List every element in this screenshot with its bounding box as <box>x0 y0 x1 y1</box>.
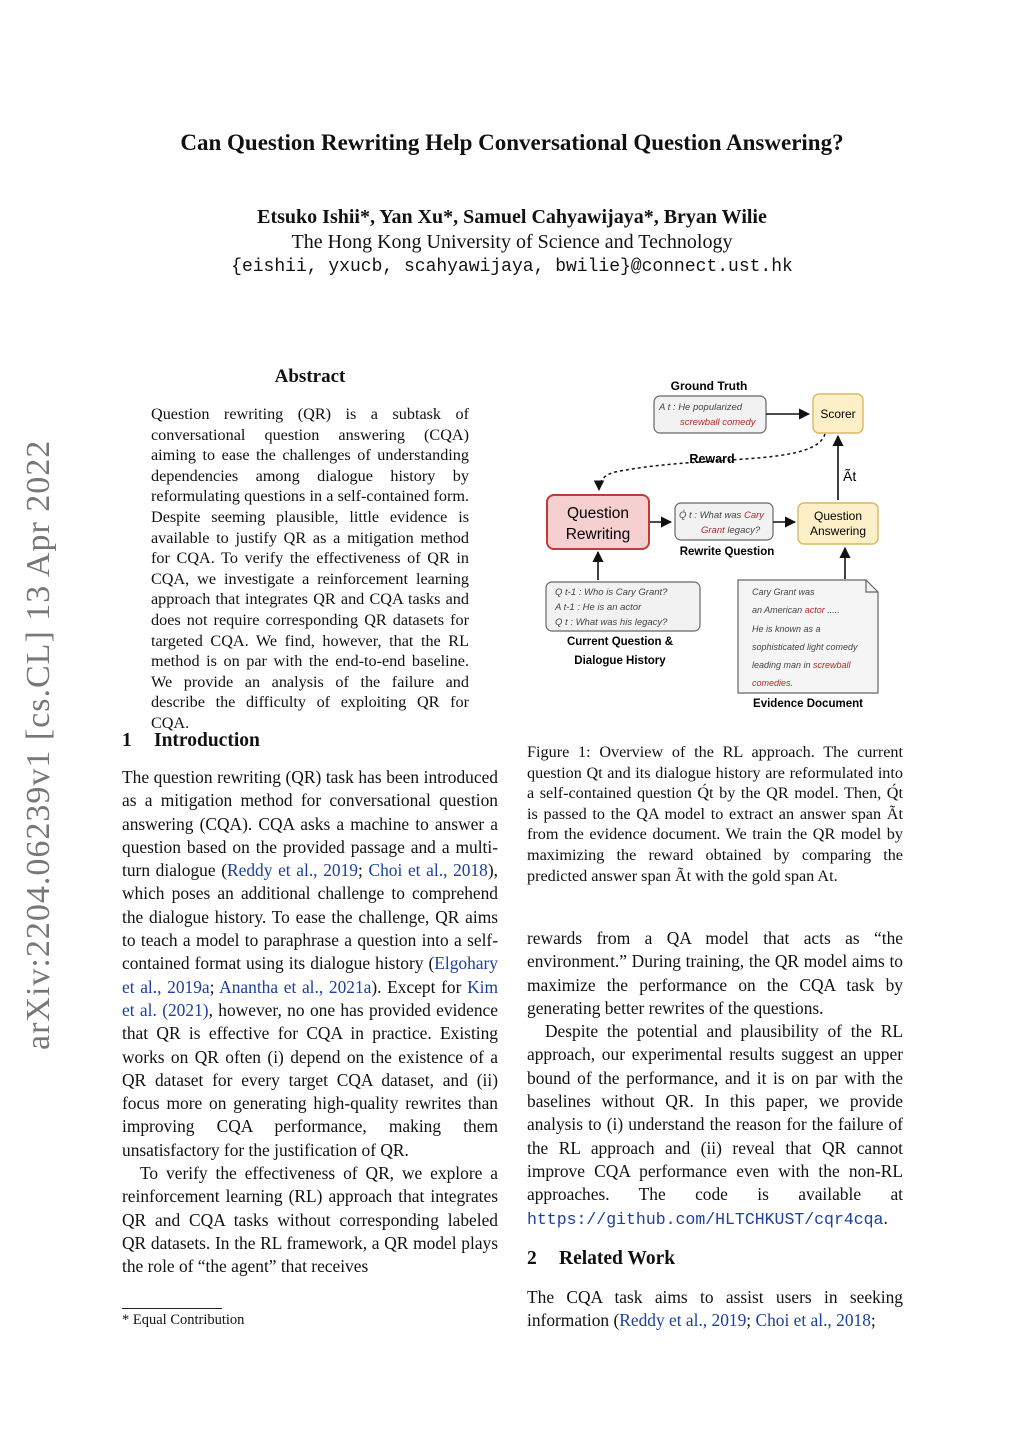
reward-label: Reward <box>689 452 735 466</box>
text-run: The CQA task aims to assist users in seeking information ( <box>527 1287 903 1331</box>
gt-text: He popularized <box>678 402 743 413</box>
qa-label-line-1: Question <box>813 509 863 523</box>
doc-line-6: comedies. <box>752 678 794 688</box>
qr-label-line-1: Question <box>566 505 630 522</box>
text-run: , however, no one has provided evidence that QR is effective for CQA in practice. Existing works on QR often (i) depend on the existence of a QR dataset for every target CQA dataset, and (ii) focus more on generating high-quality rewrites than improving CQA performance, making them unsatisfactory for the justification of QR. <box>122 999 498 1160</box>
doc-line-2 <box>752 605 840 615</box>
related-paragraph-1 <box>527 1286 903 1333</box>
predicted-answer-symbol: Ãt <box>843 468 857 484</box>
text-run: ; <box>209 976 220 997</box>
citation-link[interactable]: Choi et al., 2018 <box>755 1310 871 1331</box>
figure-caption: Figure 1: Overview of the RL approach. The current question Qt and its dialogue history are reformulated into a self-contained question Q́t by the QR model. Then, Q́t is passed to the QA model to extract an answer span Ãt from the evidence document. We train the QR model by maximizing the reward obtained by comparing the predicted answer span Ãt with the gold span At. <box>527 743 903 885</box>
citation-link[interactable]: Kim et al. (2021) <box>122 976 498 1020</box>
scorer-label: Scorer <box>820 407 856 421</box>
rw-text-2: legacy? <box>724 525 761 536</box>
affiliation: The Hong Kong University of Science and Technology <box>291 231 733 253</box>
text-run: . <box>883 1207 888 1228</box>
qa-label-line-2: Answering <box>809 524 867 538</box>
rewrite-question-label: Rewrite Question <box>679 546 775 558</box>
history-line-2 <box>554 602 642 613</box>
history-key: Q t <box>555 617 568 628</box>
section-number: 2 <box>527 1248 537 1269</box>
doc-line-4: sophisticated light comedy <box>752 642 858 652</box>
doc-line-5 <box>752 660 852 670</box>
citation-link[interactable]: Choi et al., 2018 <box>368 860 488 881</box>
doc-line-1: Cary Grant was <box>752 587 815 597</box>
footnote: * Equal Contribution <box>122 1312 245 1328</box>
citation-link[interactable]: Elgohary et al., 2019a <box>122 953 498 997</box>
history-label-line-2: Dialogue History <box>574 655 666 667</box>
footnote-divider <box>122 1308 222 1309</box>
history-value: : What was his legacy? <box>570 617 668 628</box>
doc-text: leading man in <box>752 660 814 670</box>
text-run: The question rewriting (QR) task has been introduced as a mitigation method for conversational question answering (CQA). CQA asks a machine to answer a question based on the provided passage and a multi-turn dialogue ( <box>122 767 498 881</box>
rewrite-line-1 <box>679 509 765 521</box>
section-title: Related Work <box>559 1248 676 1269</box>
rw-prefix: Q́ t : <box>679 510 700 521</box>
intro-body <box>122 766 498 1279</box>
doc-text: ..... <box>824 605 840 615</box>
history-key: A t-1 <box>555 602 575 613</box>
doc-highlight: actor <box>804 605 825 615</box>
abstract-heading: Abstract <box>274 366 346 387</box>
author-list: Etsuko Ishii*, Yan Xu*, Samuel Cahyawijaya*, Bryan Wilie <box>257 206 767 228</box>
citation-link[interactable]: Reddy et al., 2019 <box>619 1310 747 1331</box>
rw-name-2: Grant <box>701 525 725 536</box>
text-run: ; <box>357 860 369 881</box>
section-2-heading <box>527 1248 903 1270</box>
arxiv-stamp: arXiv:2204.06239v1 [cs.CL] 13 Apr 2022 <box>20 439 57 1050</box>
doc-highlight: screwball <box>813 660 851 670</box>
section-title: Introduction <box>154 730 260 751</box>
text-run: ; <box>870 1310 876 1331</box>
evidence-document-label: Evidence Document <box>753 698 863 710</box>
section-number: 1 <box>122 730 132 751</box>
history-line-3 <box>555 617 668 628</box>
qr-label-line-2: Rewriting <box>565 526 631 543</box>
doc-line-3: He is known as a <box>752 624 821 634</box>
intro-paragraph-2: To verify the effectiveness of QR, we explore a reinforcement learning (RL) approach that integrates QR and CQA tasks without corresponding labeled QR datasets. In the RL framework, a QR model plays the role of “the agent” that receives <box>122 1163 498 1277</box>
rw-name: Cary <box>743 510 765 521</box>
section-1-heading <box>122 730 498 752</box>
gt-prefix: A t : <box>659 402 679 413</box>
history-value: : Who is Cary Grant? <box>578 587 668 598</box>
author-emails: {eishii, yxucb, scahyawijaya, bwilie}@connect.ust.hk <box>231 257 793 277</box>
paper-title: Can Question Rewriting Help Conversational Question Answering? <box>180 130 844 155</box>
rewrite-line-2 <box>701 525 761 536</box>
text-run: ). Except for <box>371 976 468 997</box>
right-column-body <box>527 927 903 1231</box>
rw-text: What was <box>699 510 744 521</box>
citation-link[interactable]: Reddy et al., 2019 <box>227 860 358 881</box>
ground-truth-line-2: screwball comedy <box>680 417 756 428</box>
code-link[interactable]: https://github.com/HLTCHKUST/cqr4cqa <box>527 1209 884 1229</box>
doc-text: an American <box>752 605 805 615</box>
text-run: Despite the potential and plausibility of the RL approach, our experimental results suggest an upper bound of the performance, and it is on par with the baselines without QR. In this paper, we provide analysis to (i) understand the reason for the failure of the RL approach and (ii) reveal that QR cannot improve CQA performance even with the non-RL approaches. The code is available at <box>527 1021 903 1205</box>
related-work-body <box>527 1286 903 1333</box>
history-line-1 <box>555 587 668 598</box>
text-run: ; <box>746 1310 756 1331</box>
text-run: ), which poses an additional challenge to comprehend the dialogue history. To ease the challenge, QR aims to teach a model to paraphrase a question into a self-contained format using its dialogue history ( <box>122 860 498 974</box>
citation-link[interactable]: Anantha et al., 2021a <box>219 976 372 997</box>
figure-rl-overview <box>525 372 905 712</box>
history-label-line-1: Current Question & <box>566 636 674 648</box>
ground-truth-line-1 <box>658 402 743 413</box>
history-value: : He is an actor <box>577 602 642 613</box>
intro-paragraph-1 <box>122 766 498 1162</box>
right-paragraph-1: rewards from a QA model that acts as “the environment.” During training, the QR model aims to maximize the performance on the CQA task by generating better rewrites of the questions. <box>527 928 903 1018</box>
right-paragraph-2 <box>527 1020 903 1231</box>
history-key: Q t-1 <box>555 587 577 598</box>
ground-truth-label: Ground Truth <box>670 379 748 393</box>
abstract-text: Question rewriting (QR) is a subtask of conversational question answering (CQA) aiming to ease the challenges of understanding dependencies among dialogue history by reformulating questions in a self-contained form. Despite seeming plausible, little evidence is available to justify QR as a mitigation method for CQA. To verify the effectiveness of QR in CQA, we investigate a reinforcement learning approach that integrates QR and CQA tasks and does not require corresponding QR datasets for targeted CQA. We find, however, that the RL method is on par with the end-to-end baseline. We provide an analysis of the failure and describe the difficulty of exploiting QR for CQA. <box>151 405 469 732</box>
